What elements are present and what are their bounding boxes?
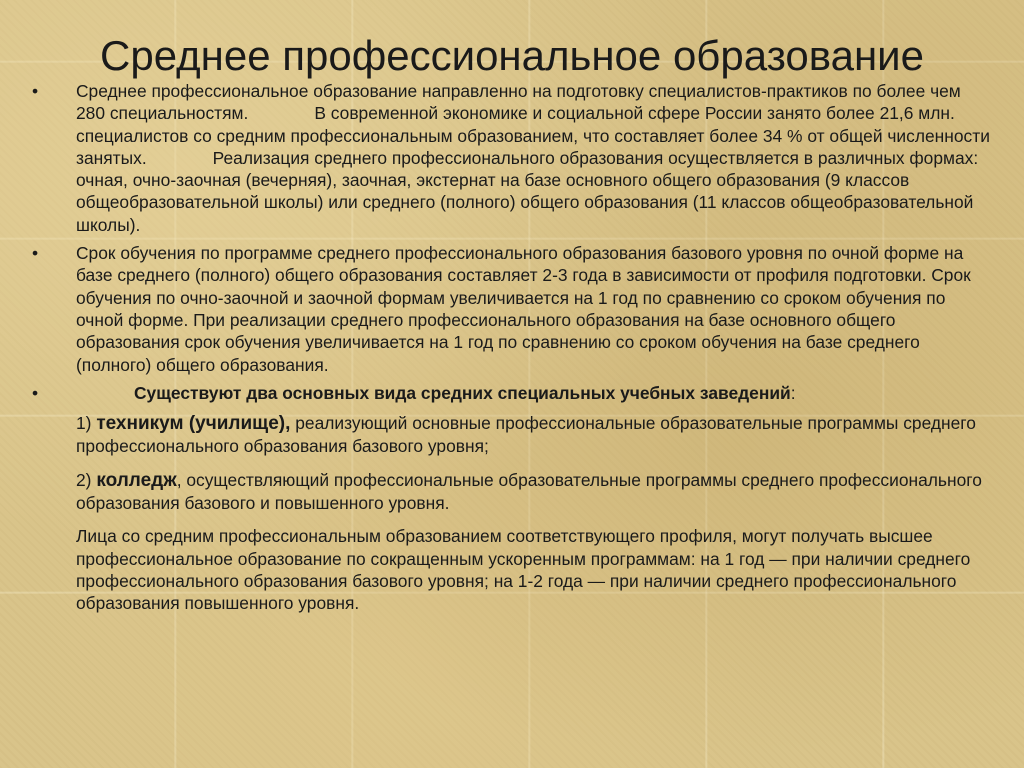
- bullet-marker: •: [32, 382, 39, 403]
- slide-body: [28, 80, 992, 615]
- bullet-marker: •: [32, 81, 39, 101]
- para2-rest: , осуществляющий профессиональные образовательные программы среднего профессионального образования базового и повышенного уровня.: [76, 469, 982, 514]
- paragraph-higher-education: [28, 525, 992, 614]
- para1-rest: реализующий основные профессиональные образовательные программы среднего профессионального образования базового уровня;: [76, 413, 976, 457]
- item2-text: Срок обучения по программе среднего профессионального образования базового уровня по очной форме на базе среднего (полного) общего образования составляет 2-3 года в зависимости от профиля подготовки. Срок обучения по очно-заочной и заочной формам увеличивается на 1 год по сравнению со сроком обучения по очной форме. При реализации среднего профессионального образования на базе основного общего образования срок обучения увеличивается на 1 год по сравнению со сроком обучения на базе среднего (полного) общего образования.: [76, 243, 971, 375]
- item1-sentence-3: Реализация среднего профессионального образования осуществляется в различных формах: очная, очно-заочная (вечерняя), заочная, экстернат на базе основного общего образования (9 классов общеобразовательной школы) или среднего (полного) общего образования (11 классов общеобразовательной школы).: [76, 147, 979, 235]
- slide-title: Среднее профессиональное образование: [100, 32, 924, 79]
- institution-types-heading: [76, 382, 992, 404]
- item1-sentence-2: В современной экономике и социальной сфере России занято более 21,6 млн. специалистов со средним профессиональным образованием, что составляет более 34 % от общей численности занятых.: [76, 103, 990, 168]
- para2-number: 2): [76, 469, 92, 490]
- para2-term: колледж: [96, 469, 177, 491]
- item1-sentence-1: Среднее профессиональное образование направленно на подготовку специалистов-практиков по более чем 280 специальностям.: [76, 81, 961, 124]
- heading-colon: :: [790, 382, 796, 403]
- bullet-item-3: [28, 382, 992, 404]
- para1-number: 1): [76, 413, 92, 434]
- paragraph-college: [28, 469, 992, 515]
- heading-text: Существуют два основных вида средних специальных учебных заведений: [134, 382, 791, 403]
- paragraph-technikum: [28, 412, 992, 458]
- para3-text: Лица со средним профессиональным образованием соответствующего профиля, могут получать высшее профессиональное образование по сокращенным ускоренным программам: на 1 год — при наличии среднего профессионального образования базового уровня; на 1-2 года — при наличии среднего профессионального образования повышенного уровня.: [76, 526, 971, 614]
- bullet-marker: •: [32, 243, 39, 264]
- bullet-item-1: [28, 80, 992, 236]
- bullet-item-2: [28, 242, 992, 376]
- para1-term: техникум (училище),: [96, 413, 291, 435]
